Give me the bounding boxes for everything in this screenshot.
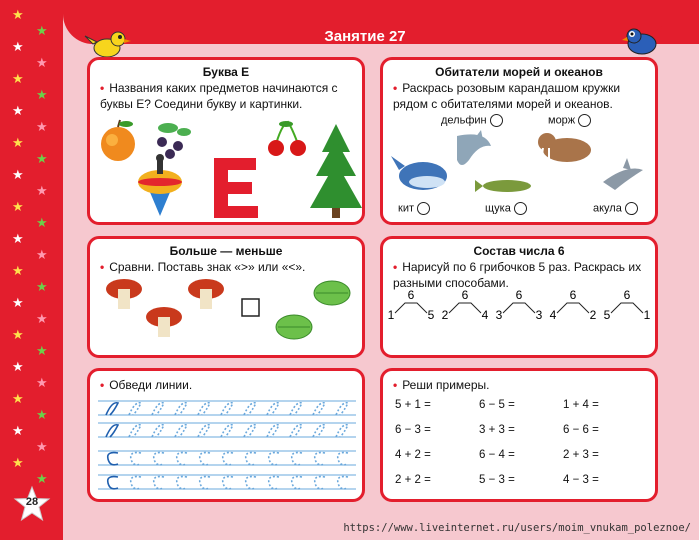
math-example[interactable]: 4 − 3 = (563, 474, 599, 486)
leaf-icon (276, 315, 312, 339)
star-icon: ★ (12, 391, 24, 406)
split-total: 6 (515, 288, 523, 302)
split-total: 6 (461, 288, 469, 302)
split-left: 4 (549, 308, 557, 322)
trace-letter[interactable] (336, 403, 348, 415)
star-icon: ★ (12, 7, 24, 22)
tracing-lines[interactable] (94, 395, 360, 499)
compare-box[interactable] (242, 299, 259, 316)
star-icon: ★ (12, 455, 24, 470)
number-split (604, 288, 651, 322)
split-line (503, 303, 535, 313)
task-text: • Сравни. Поставь знак «>» или «<». (100, 260, 306, 274)
blue-bird-icon (622, 22, 666, 58)
card-examples (380, 368, 658, 502)
label-pike: щука (485, 202, 527, 215)
compare-pictures (104, 277, 354, 355)
split-line (611, 303, 643, 313)
trace-letter[interactable] (152, 425, 164, 437)
trace-letter[interactable] (338, 453, 348, 465)
trace-letter[interactable] (315, 477, 325, 489)
card-title: Состав числа 6 (473, 244, 565, 258)
star-icon: ★ (12, 71, 24, 86)
split-line (557, 303, 589, 313)
star-icon: ★ (12, 295, 24, 310)
task-text: • Обведи линии. (100, 378, 193, 392)
star-icon: ★ (12, 135, 24, 150)
trace-letter[interactable] (152, 403, 164, 415)
card-title: Обитатели морей и океанов (435, 65, 603, 79)
trace-letter[interactable] (108, 477, 118, 489)
math-example[interactable]: 4 + 2 = (395, 449, 431, 461)
star-icon: ★ (36, 215, 48, 230)
trace-letter[interactable] (131, 453, 141, 465)
split-total: 6 (407, 288, 415, 302)
left-decor-bar (0, 0, 63, 540)
split-left: 2 (441, 308, 449, 322)
trace-letter[interactable] (106, 403, 118, 415)
card-trace-lines (87, 368, 365, 502)
trace-letter[interactable] (315, 453, 325, 465)
color-circle[interactable] (514, 202, 527, 215)
star-icon: ★ (36, 247, 48, 262)
star-icon: ★ (12, 103, 24, 118)
label-walrus: морж (548, 114, 591, 127)
mushroom-icon (106, 279, 142, 309)
fir-tree-icon (310, 124, 362, 218)
task-text: • Раскрась розовым карандашом кружки рядом с обитателями морей и океанов. (393, 81, 621, 111)
spinning-top-icon (138, 154, 182, 216)
star-icon: ★ (12, 199, 24, 214)
split-right: 5 (427, 308, 435, 322)
math-example[interactable]: 3 + 3 = (479, 424, 515, 436)
card-sea-animals (380, 57, 658, 225)
trace-letter[interactable] (244, 425, 256, 437)
trace-letter[interactable] (177, 477, 187, 489)
color-circle[interactable] (625, 202, 638, 215)
star-icon: ★ (36, 23, 48, 38)
split-right: 1 (643, 308, 651, 322)
math-example[interactable]: 2 + 2 = (395, 474, 431, 486)
math-example[interactable]: 5 + 1 = (395, 399, 431, 411)
card-letter-e (87, 57, 365, 225)
star-icon: ★ (12, 327, 24, 342)
card-title: Буква Е (202, 65, 250, 79)
math-example[interactable]: 5 − 3 = (479, 474, 515, 486)
star-icon: ★ (36, 87, 48, 102)
color-circle[interactable] (578, 114, 591, 127)
star-icon: ★ (12, 359, 24, 374)
dolphin-icon (457, 130, 491, 165)
page-number: 28 (25, 496, 39, 508)
split-left: 5 (603, 308, 611, 322)
shark-icon (603, 158, 643, 190)
walrus-icon (538, 133, 591, 162)
split-left: 3 (495, 308, 503, 322)
trace-letter[interactable] (290, 425, 302, 437)
trace-letter[interactable] (175, 425, 187, 437)
card-title: Больше — меньше (169, 244, 283, 258)
trace-letter[interactable] (221, 425, 233, 437)
trace-letter[interactable] (223, 453, 233, 465)
label-dolphin: дельфин (441, 114, 503, 127)
split-total: 6 (569, 288, 577, 302)
cherry-icon (268, 121, 306, 156)
trace-letter[interactable] (244, 403, 256, 415)
split-right: 2 (589, 308, 597, 322)
number-split (550, 288, 597, 322)
card-more-less (87, 236, 365, 358)
trace-letter[interactable] (292, 477, 302, 489)
trace-letter[interactable] (177, 453, 187, 465)
page-number-badge (14, 486, 50, 522)
watermark-url: https://www.liveinternet.ru/users/moim_vnukam_poleznoe/ (343, 522, 691, 534)
star-icon: ★ (36, 407, 48, 422)
trace-letter[interactable] (221, 403, 233, 415)
split-right: 4 (481, 308, 489, 322)
trace-letter[interactable] (338, 477, 348, 489)
trace-letter[interactable] (267, 403, 279, 415)
star-icon: ★ (36, 151, 48, 166)
star-icon: ★ (36, 55, 48, 70)
task-text: • Нарисуй по 6 грибочков 5 раз. Раскрась их разными способами. (393, 260, 642, 290)
math-example[interactable]: 2 + 3 = (563, 449, 599, 461)
trace-letter[interactable] (154, 453, 164, 465)
trace-letter[interactable] (154, 477, 164, 489)
split-total: 6 (623, 288, 631, 302)
trace-letter[interactable] (223, 477, 233, 489)
trace-letter[interactable] (292, 453, 302, 465)
task-text: • Названия каких предметов начинаются с буквы Е? Соедини букву и картинки. (100, 81, 338, 111)
trace-letter[interactable] (198, 403, 210, 415)
mushroom-icon (188, 279, 224, 309)
trace-letter[interactable] (313, 425, 325, 437)
star-icon: ★ (12, 263, 24, 278)
pike-icon (475, 180, 531, 192)
math-example[interactable]: 6 − 6 = (563, 424, 599, 436)
math-example[interactable]: 6 − 3 = (395, 424, 431, 436)
trace-letter[interactable] (246, 477, 256, 489)
star-icon: ★ (36, 279, 48, 294)
task-text: • Реши примеры. (393, 378, 490, 392)
trace-letter[interactable] (108, 453, 118, 465)
trace-letter[interactable] (106, 425, 118, 437)
blackberry-icon (157, 123, 191, 159)
trace-letter[interactable] (198, 425, 210, 437)
star-icon: ★ (12, 39, 24, 54)
math-example[interactable]: 6 − 5 = (479, 399, 515, 411)
star-icon: ★ (36, 119, 48, 134)
star-icon: ★ (12, 167, 24, 182)
split-left: 1 (387, 308, 395, 322)
number-split (496, 288, 543, 322)
lesson-title: Занятие 27 (324, 28, 406, 45)
trace-letter[interactable] (200, 453, 210, 465)
star-icon: ★ (36, 183, 48, 198)
number-split (388, 288, 435, 322)
mushroom-icon (146, 307, 182, 337)
apple-icon (101, 120, 135, 161)
color-circle[interactable] (490, 114, 503, 127)
star-icon: ★ (36, 471, 48, 486)
star-icon: ★ (12, 423, 24, 438)
math-example[interactable]: 6 − 4 = (479, 449, 515, 461)
math-example[interactable]: 1 + 4 = (563, 399, 599, 411)
label-whale: кит (398, 202, 430, 215)
color-circle[interactable] (417, 202, 430, 215)
trace-letter[interactable] (269, 477, 279, 489)
star-icon: ★ (36, 343, 48, 358)
split-line (395, 303, 427, 313)
splits-svg (387, 288, 653, 325)
split-right: 3 (535, 308, 543, 322)
trace-letter[interactable] (267, 425, 279, 437)
number-split (442, 288, 489, 322)
big-letter-e (214, 158, 258, 218)
trace-letter[interactable] (131, 477, 141, 489)
trace-letter[interactable] (129, 425, 141, 437)
trace-letter[interactable] (175, 403, 187, 415)
trace-letter[interactable] (200, 477, 210, 489)
leaf-icon (314, 281, 350, 305)
trace-letter[interactable] (129, 403, 141, 415)
trace-letter[interactable] (313, 403, 325, 415)
star-icon: ★ (36, 311, 48, 326)
trace-letter[interactable] (336, 425, 348, 437)
label-shark: акула (593, 202, 638, 215)
sea-animals-pictures (391, 130, 653, 200)
trace-letter[interactable] (290, 403, 302, 415)
trace-letter[interactable] (269, 453, 279, 465)
whale-icon (391, 156, 447, 190)
star-icon: ★ (36, 439, 48, 454)
letter-e-pictures (96, 118, 360, 222)
card-number-six (380, 236, 658, 358)
trace-letter[interactable] (246, 453, 256, 465)
split-line (449, 303, 481, 313)
star-icon: ★ (12, 231, 24, 246)
star-icon: ★ (36, 375, 48, 390)
